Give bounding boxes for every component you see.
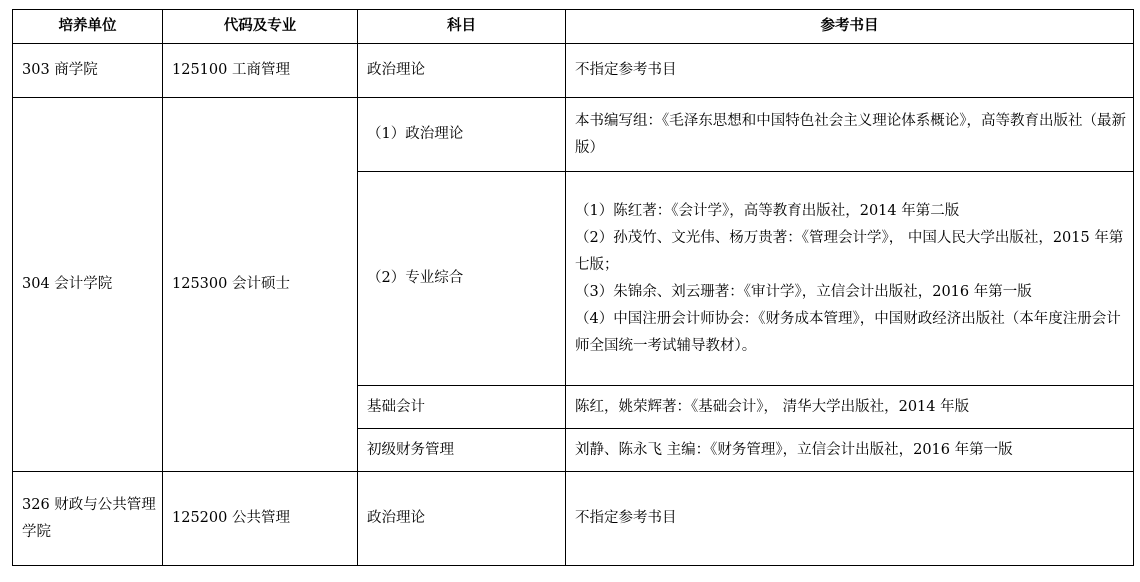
- header-books: 参考书目: [566, 10, 1134, 44]
- unit-cell: 326 财政与公共管理学院: [13, 472, 163, 566]
- book-entry: （4）中国注册会计师协会：《财务成本管理》，中国财政经济出版社（本年度注册会计师全国统一考试辅导教材）。: [575, 310, 1121, 354]
- table-row: [13, 44, 1134, 98]
- books-cell: [566, 172, 1134, 386]
- unit-cell: 304 会计学院: [13, 98, 163, 472]
- book-entry: 不指定参考书目: [575, 510, 677, 526]
- header-unit: 培养单位: [13, 10, 163, 44]
- books-cell: [566, 386, 1134, 429]
- major-cell: 125300 会计硕士: [163, 98, 358, 472]
- subject-cell: 初级财务管理: [358, 429, 566, 472]
- book-entry: 本书编写组：《毛泽东思想和中国特色社会主义理论体系概论》，高等教育出版社（最新版）: [575, 112, 1126, 156]
- header-major: 代码及专业: [163, 10, 358, 44]
- unit-cell: 303 商学院: [13, 44, 163, 98]
- books-cell: [566, 44, 1134, 98]
- reference-books-table: [12, 9, 1134, 566]
- books-cell: [566, 429, 1134, 472]
- books-cell: [566, 98, 1134, 172]
- subject-cell: 政治理论: [358, 44, 566, 98]
- major-cell: 125100 工商管理: [163, 44, 358, 98]
- table-row: [13, 472, 1134, 566]
- subject-cell: 政治理论: [358, 472, 566, 566]
- subject-cell: （2）专业综合: [358, 172, 566, 386]
- books-cell: [566, 472, 1134, 566]
- book-entry: 不指定参考书目: [575, 62, 677, 78]
- book-entry: 刘静、陈永飞 主编：《财务管理》，立信会计出版社，2016 年第一版: [575, 441, 1013, 458]
- book-entry: （3）朱锦余、刘云珊著：《审计学》，立信会计出版社，2016 年第一版: [575, 283, 1032, 300]
- book-entry: 陈红，姚荣辉著：《基础会计》， 清华大学出版社，2014 年版: [575, 398, 970, 415]
- header-subject: 科目: [358, 10, 566, 44]
- subject-cell: 基础会计: [358, 386, 566, 429]
- book-entry: （2）孙茂竹、文光伟、杨万贵著：《管理会计学》， 中国人民大学出版社，2015 年第七版；: [575, 229, 1124, 273]
- major-cell: 125200 公共管理: [163, 472, 358, 566]
- subject-cell: （1）政治理论: [358, 98, 566, 172]
- table-row: [13, 98, 1134, 172]
- book-entry: （1）陈红著：《会计学》，高等教育出版社，2014 年第二版: [575, 202, 960, 219]
- header-row: [13, 10, 1134, 44]
